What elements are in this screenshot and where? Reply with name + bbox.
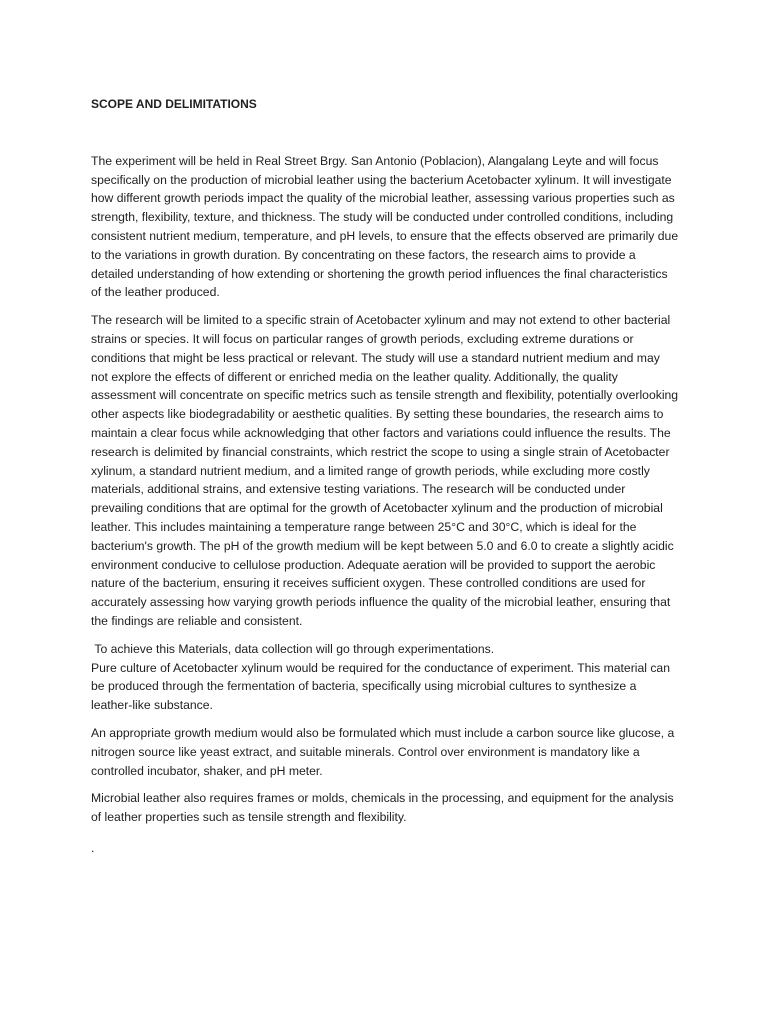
paragraph-materials-intro: To achieve this Materials, data collection will go through experimentations. bbox=[91, 641, 495, 656]
paragraph-pure-culture: Pure culture of Acetobacter xylinum would be required for the conductance of experiment. This material can be produced through the fermentation of bacteria, specifically using microbial cultures to synthesize a leather-like substance. bbox=[91, 660, 670, 713]
paragraph-equipment: Microbial leather also requires frames or molds, chemicals in the processing, and equipment for the analysis of leather properties such as tensile strength and flexibility. bbox=[91, 791, 674, 825]
document-body bbox=[91, 95, 679, 858]
paragraph-delimitations: The research will be limited to a specific strain of Acetobacter xylinum and may not extend to other bacterial strains or species. It will focus on particular ranges of growth periods, excluding extreme durations or conditions that might be less practical or relevant. The study will use a standard nutrient medium and may not explore the effects of different or enriched media on the leather quality. Additionally, the quality assessment will concentrate on specific metrics such as tensile strength and flexibility, potentially overlooking other aspects like biodegradability or aesthetic qualities. By setting these boundaries, the research aims to maintain a clear focus while acknowledging that other factors and variations could influence the results. The research is delimited by financial constraints, which restrict the scope to using a single strain of Acetobacter xylinum, a standard nutrient medium, and a limited range of growth periods, while excluding more costly materials, additional strains, and extensive testing variations. The research will be conducted under prevailing conditions that are optimal for the growth of Acetobacter xylinum and the production of microbial leather. This includes maintaining a temperature range between 25°C and 30°C, which is ideal for the bacterium's growth. The pH of the growth medium will be kept between 5.0 and 6.0 to create a slightly acidic environment conducive to cellulose production. Adequate aeration will be provided to support the aerobic nature of the bacterium, ensuring it receives sufficient oxygen. These controlled conditions are used for accurately assessing how varying growth periods influence the quality of the microbial leather, ensuring that the findings are reliable and consistent. bbox=[91, 313, 679, 628]
paragraph-growth-medium: An appropriate growth medium would also be formulated which must include a carbon source like glucose, a nitrogen source like yeast extract, and suitable minerals. Control over environment is mandatory like a controlled incubator, shaker, and pH meter. bbox=[91, 725, 675, 778]
paragraph-scope: The experiment will be held in Real Street Brgy. San Antonio (Poblacion), Alangalang Leyte and will focus specifically on the production of microbial leather using the bacterium Acetobacter xylinum. It will investigate how different growth periods impact the quality of the microbial leather, assessing various properties such as strength, flexibility, texture, and thickness. The study will be conducted under controlled conditions, including consistent nutrient medium, temperature, and pH levels, to ensure that the effects observed are primarily due to the variations in growth duration. By concentrating on these factors, the research aims to provide a detailed understanding of how extending or shortening the growth period influences the final characteristics of the leather produced. bbox=[91, 153, 679, 300]
section-heading: SCOPE AND DELIMITATIONS bbox=[91, 97, 257, 111]
trailing-period: . bbox=[91, 840, 95, 855]
